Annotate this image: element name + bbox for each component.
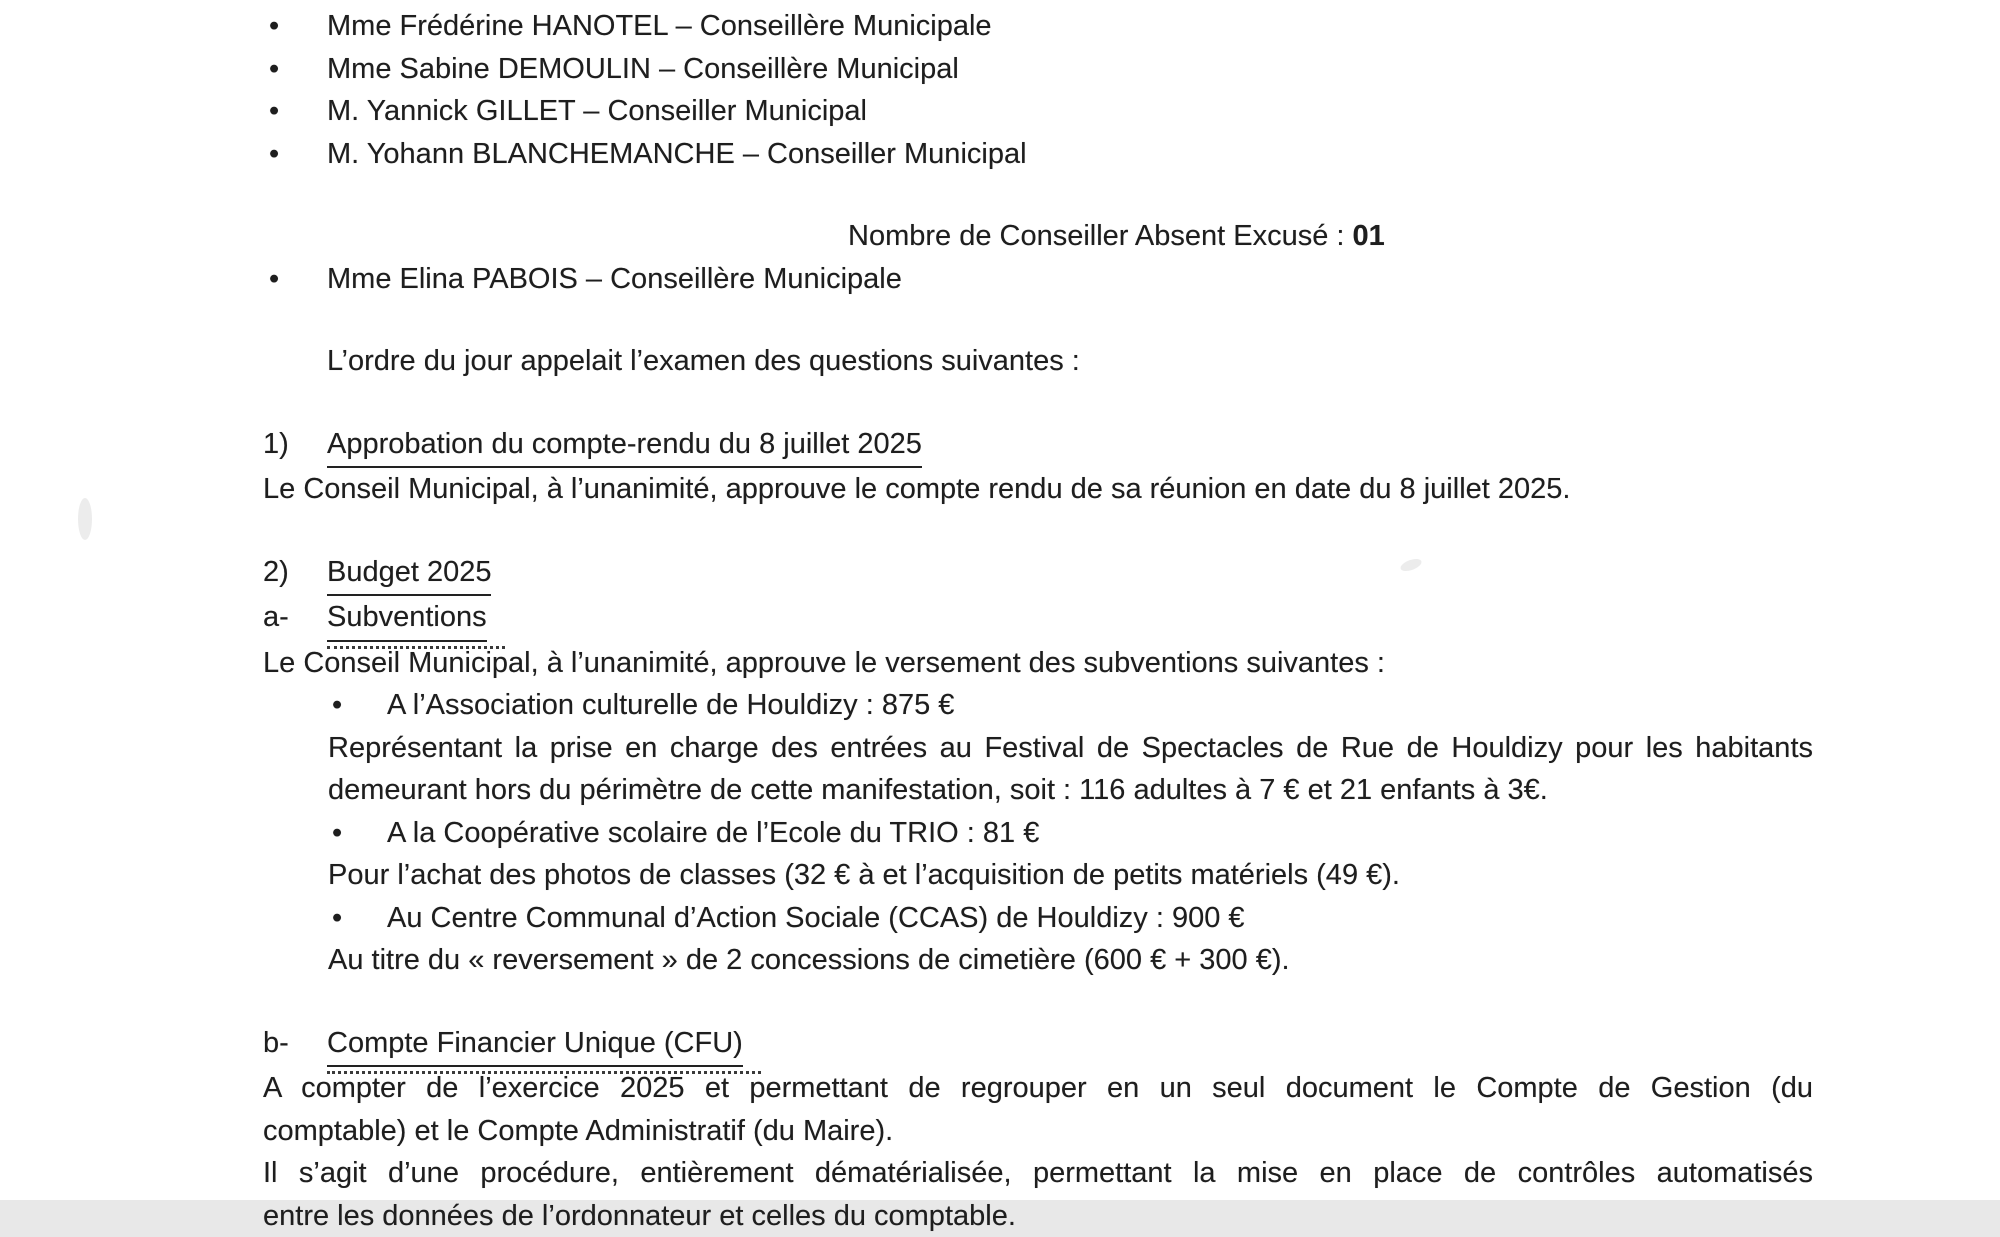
subvention-title: A la Coopérative scolaire de l’Ecole du TRIO : 81 € xyxy=(387,812,1039,855)
list-item xyxy=(263,258,1813,301)
subvention-item xyxy=(332,684,1813,727)
subvention-title: A l’Association culturelle de Houldizy : 875 € xyxy=(387,684,954,727)
list-item xyxy=(263,90,1813,133)
councillor-name: Mme Elina PABOIS – Conseillère Municipale xyxy=(327,258,902,301)
section-2b-paragraph xyxy=(263,1152,1813,1237)
paragraph-line: A compter de l’exercice 2025 et permettant de regrouper en un seul document le Compte de Gestion (du xyxy=(263,1067,1813,1110)
absent-count-line xyxy=(848,215,1813,258)
section-number: 1) xyxy=(263,423,327,469)
bullet-icon: • xyxy=(269,133,327,176)
section-2a-heading xyxy=(263,596,1813,642)
section-2-heading xyxy=(263,551,1813,597)
subvention-item xyxy=(332,812,1813,855)
bullet-icon: • xyxy=(269,90,327,133)
paragraph-line: entre les données de l’ordonnateur et celles du comptable. xyxy=(263,1195,1813,1237)
paragraph-line: comptable) et le Compte Administratif (du Maire). xyxy=(263,1110,1813,1153)
bullet-icon: • xyxy=(332,684,387,727)
subvention-detail-line: Au titre du « reversement » de 2 concessions de cimetière (600 € + 300 €). xyxy=(328,939,1813,982)
subvention-detail-line: Représentant la prise en charge des entrées au Festival de Spectacles de Rue de Houldizy pour les habitants xyxy=(328,727,1813,770)
section-1-heading xyxy=(263,423,1813,469)
bullet-icon: • xyxy=(269,258,327,301)
bullet-icon: • xyxy=(332,897,387,940)
blank-line xyxy=(263,300,1813,340)
paragraph-line: Il s’agit d’une procédure, entièrement dématérialisée, permettant la mise en place de contrôles automatisés xyxy=(263,1152,1813,1195)
present-councillors-list xyxy=(263,5,1813,175)
scan-artifact xyxy=(78,498,92,540)
section-2b-paragraph xyxy=(263,1067,1813,1152)
section-number: b- xyxy=(263,1022,327,1068)
bullet-icon: • xyxy=(269,5,327,48)
section-title: Approbation du compte-rendu du 8 juillet 2025 xyxy=(327,423,922,469)
section-title: Budget 2025 xyxy=(327,551,491,597)
section-2a-intro: Le Conseil Municipal, à l’unanimité, approuve le versement des subventions suivantes : xyxy=(263,642,1813,685)
absent-count-value: 01 xyxy=(1353,220,1385,252)
councillor-name: Mme Sabine DEMOULIN – Conseillère Municipal xyxy=(327,48,959,91)
blank-line xyxy=(263,982,1813,1022)
subvention-item xyxy=(332,897,1813,940)
subvention-detail-line: Pour l’achat des photos de classes (32 € à et l’acquisition de petits matériels (49 €). xyxy=(328,854,1813,897)
absent-councillors-list xyxy=(263,258,1813,301)
section-number: 2) xyxy=(263,551,327,597)
blank-line xyxy=(263,175,1813,215)
absent-count-label: Nombre de Conseiller Absent Excusé : xyxy=(848,220,1353,252)
section-title: Subventions xyxy=(327,596,487,642)
bullet-icon: • xyxy=(269,48,327,91)
bullet-icon: • xyxy=(332,812,387,855)
list-item xyxy=(263,5,1813,48)
councillor-name: M. Yannick GILLET – Conseiller Municipal xyxy=(327,90,867,133)
list-item xyxy=(263,133,1813,176)
section-number: a- xyxy=(263,596,327,642)
section-1-body: Le Conseil Municipal, à l’unanimité, approuve le compte rendu de sa réunion en date du 8 juillet 2025. xyxy=(263,468,1813,511)
list-item xyxy=(263,48,1813,91)
subvention-detail-line: demeurant hors du périmètre de cette manifestation, soit : 116 adultes à 7 € et 21 enfants à 3€. xyxy=(328,769,1813,812)
councillor-name: Mme Frédérine HANOTEL – Conseillère Municipale xyxy=(327,5,992,48)
section-title: Compte Financier Unique (CFU) xyxy=(327,1022,743,1068)
section-2b-heading xyxy=(263,1022,1813,1068)
agenda-intro: L’ordre du jour appelait l’examen des questions suivantes : xyxy=(327,340,1813,383)
blank-line xyxy=(263,511,1813,551)
councillor-name: M. Yohann BLANCHEMANCHE – Conseiller Municipal xyxy=(327,133,1027,176)
blank-line xyxy=(263,383,1813,423)
subvention-title: Au Centre Communal d’Action Sociale (CCAS) de Houldizy : 900 € xyxy=(387,897,1245,940)
